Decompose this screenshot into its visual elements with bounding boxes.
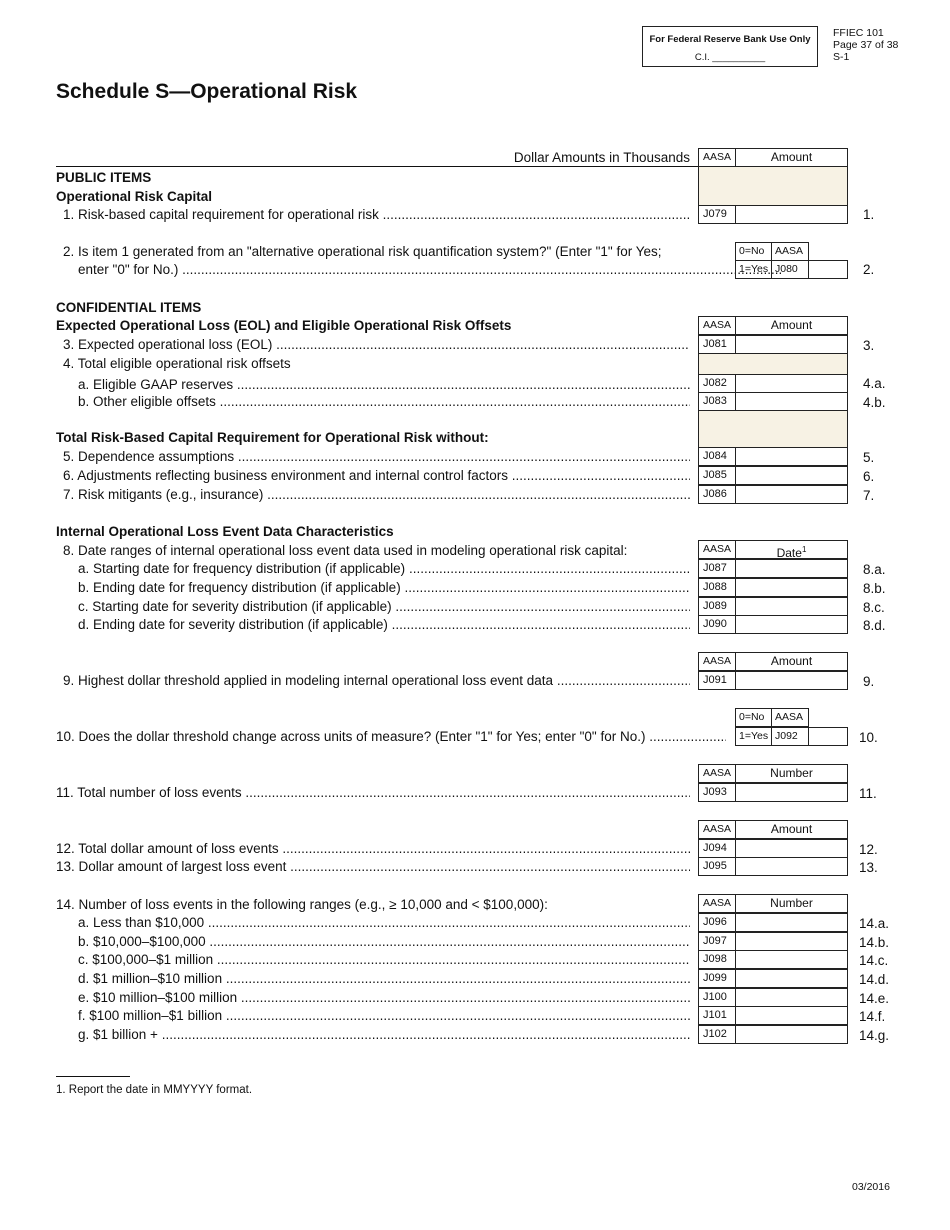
code-j099: J099 <box>698 969 736 988</box>
item-6-label: 6. Adjustments reflecting business environment and internal control factors ..... <box>56 467 690 485</box>
ref-6: 6. <box>863 469 875 484</box>
number-field-11[interactable] <box>735 783 848 802</box>
number-field-14c[interactable] <box>735 950 848 969</box>
no-label: 0=No <box>735 242 772 261</box>
item-8d-label: d. Ending date for severity distribution (if applicable) ..... <box>56 616 690 634</box>
aasa-header-14: AASA <box>698 894 736 913</box>
ref-11: 11. <box>859 786 877 801</box>
page-number: Page 37 of 38 <box>833 39 899 51</box>
amount-header-12: Amount <box>735 820 848 839</box>
ref-14b: 14.b. <box>859 935 890 950</box>
item-4b-label: b. Other eligible offsets ..... <box>56 393 690 411</box>
item-14d-label: d. $1 million–$10 million ..... <box>56 970 690 988</box>
aasa-header-8: AASA <box>698 540 736 559</box>
ref-9: 9. <box>863 674 875 689</box>
ref-8b: 8.b. <box>863 581 886 596</box>
section-internal: Internal Operational Loss Event Data Characteristics <box>56 524 394 539</box>
ref-12: 12. <box>859 842 878 857</box>
ref-8a: 8.a. <box>863 562 886 577</box>
date-field-8b[interactable] <box>735 578 848 597</box>
code-j083: J083 <box>698 392 736 411</box>
code-j096: J096 <box>698 913 736 932</box>
amount-field-6[interactable] <box>735 466 848 485</box>
page-title: Schedule S—Operational Risk <box>56 80 358 103</box>
ref-1: 1. <box>863 207 875 222</box>
item-9-label: 9. Highest dollar threshold applied in modeling internal operational loss event data ..... <box>56 672 690 690</box>
amount-field-5[interactable] <box>735 447 848 466</box>
ref-5: 5. <box>863 450 875 465</box>
shaded-cell <box>698 354 848 375</box>
item-14b-label: b. $10,000–$100,000 ..... <box>56 933 690 951</box>
item-14a-label: a. Less than $10,000 ..... <box>56 914 690 932</box>
code-j093: J093 <box>698 783 736 802</box>
number-field-14g[interactable] <box>735 1025 848 1044</box>
item-4-label: 4. Total eligible operational risk offsets <box>63 356 291 371</box>
date-header: Date$^1$ <box>735 540 848 559</box>
yes-no-field-10[interactable] <box>808 727 848 746</box>
ref-3: 3. <box>863 338 875 353</box>
dollar-amounts-label: Dollar Amounts in Thousands <box>513 150 690 165</box>
shaded-cell <box>698 410 848 448</box>
item-14c-label: c. $100,000–$1 million ..... <box>56 951 690 969</box>
header-rule <box>56 166 698 167</box>
amount-field-4a[interactable] <box>735 374 848 393</box>
form-id: FFIEC 101 <box>833 27 884 39</box>
form-meta <box>833 27 898 63</box>
item-4a-label: a. Eligible GAAP reserves ..... <box>56 376 690 394</box>
number-field-14b[interactable] <box>735 932 848 951</box>
schedule-page: S-1 <box>833 51 850 63</box>
footnote: 1. Report the date in MMYYYY format. <box>56 1084 253 1096</box>
code-j085: J085 <box>698 466 736 485</box>
amount-field-1[interactable] <box>735 205 848 224</box>
item-2-label-line2: enter "0" for No.) ..... <box>56 261 782 279</box>
amount-header-3: Amount <box>735 316 848 335</box>
number-header-11: Number <box>735 764 848 783</box>
ref-14a: 14.a. <box>859 916 890 931</box>
code-j084: J084 <box>698 447 736 466</box>
ref-14c: 14.c. <box>859 953 889 968</box>
number-field-14e[interactable] <box>735 988 848 1007</box>
ref-4a: 4.a. <box>863 376 886 391</box>
number-field-14f[interactable] <box>735 1006 848 1025</box>
ref-2: 2. <box>863 262 875 277</box>
code-j100: J100 <box>698 988 736 1007</box>
section-public: PUBLIC ITEMS <box>56 170 152 185</box>
ref-4b: 4.b. <box>863 395 886 410</box>
code-j095: J095 <box>698 857 736 876</box>
aasa-header-2: AASA <box>771 242 809 261</box>
amount-field-3[interactable] <box>735 335 848 354</box>
yes-label: 1=Yes <box>735 260 772 279</box>
number-field-14d[interactable] <box>735 969 848 988</box>
no-label-10: 0=No <box>735 708 772 727</box>
ref-14g: 14.g. <box>859 1028 890 1043</box>
code-j088: J088 <box>698 578 736 597</box>
item-10-label: 10. Does the dollar threshold change across units of measure? (Enter "1" for Yes; enter "0" for No.) ..... <box>56 728 726 746</box>
item-8b-label: b. Ending date for frequency distribution (if applicable) ..... <box>56 579 690 597</box>
code-j097: J097 <box>698 932 736 951</box>
frb-box-ci: C.I. __________ <box>694 52 766 63</box>
code-j082: J082 <box>698 374 736 393</box>
code-j101: J101 <box>698 1006 736 1025</box>
item-8c-label: c. Starting date for severity distribution (if applicable) ..... <box>56 598 690 616</box>
section-confidential: CONFIDENTIAL ITEMS <box>56 300 202 315</box>
item-7-label: 7. Risk mitigants (e.g., insurance) ..... <box>56 486 690 504</box>
amount-field-12[interactable] <box>735 839 848 858</box>
ref-14f: 14.f. <box>859 1009 886 1024</box>
code-j080: J080 <box>771 260 809 279</box>
item-12-label: 12. Total dollar amount of loss events ..... <box>56 840 690 858</box>
ref-14e: 14.e. <box>859 991 890 1006</box>
section-total-rbc: Total Risk-Based Capital Requirement for Operational Risk without: <box>56 430 489 445</box>
code-j092: J092 <box>771 727 809 746</box>
frb-box-title: For Federal Reserve Bank Use Only <box>649 34 811 45</box>
code-j079: J079 <box>698 205 736 224</box>
ref-14d: 14.d. <box>859 972 890 987</box>
aasa-header-11: AASA <box>698 764 736 783</box>
footnote-rule <box>56 1076 130 1077</box>
code-j102: J102 <box>698 1025 736 1044</box>
aasa-header-12: AASA <box>698 820 736 839</box>
ref-10: 10. <box>859 730 878 745</box>
ref-13: 13. <box>859 860 878 875</box>
aasa-header-9: AASA <box>698 652 736 671</box>
yes-label-10: 1=Yes <box>735 727 772 746</box>
item-14-label: 14. Number of loss events in the following ranges (e.g., ≥ 10,000 and < $100,000): <box>56 897 548 912</box>
section-op-risk-capital: Operational Risk Capital <box>56 189 213 204</box>
item-1-label: 1. Risk-based capital requirement for operational risk ..... <box>56 206 690 224</box>
aasa-header-10: AASA <box>771 708 809 727</box>
amount-field-7[interactable] <box>735 485 848 504</box>
amount-header: Amount <box>735 148 848 167</box>
code-j090: J090 <box>698 615 736 634</box>
code-j091: J091 <box>698 671 736 690</box>
code-j081: J081 <box>698 335 736 354</box>
code-j094: J094 <box>698 839 736 858</box>
code-j089: J089 <box>698 597 736 616</box>
date-field-8c[interactable] <box>735 597 848 616</box>
code-j087: J087 <box>698 559 736 578</box>
yes-no-field-2[interactable] <box>808 260 848 279</box>
date-field-8d[interactable] <box>735 615 848 634</box>
section-eol: Expected Operational Loss (EOL) and Eligible Operational Risk Offsets <box>56 318 512 333</box>
item-11-label: 11. Total number of loss events ..... <box>56 784 690 802</box>
item-14f-label: f. $100 million–$1 billion ..... <box>56 1007 690 1025</box>
item-14e-label: e. $10 million–$100 million ..... <box>56 989 690 1007</box>
item-3-label: 3. Expected operational loss (EOL) ..... <box>56 336 690 354</box>
shaded-cell <box>698 167 848 206</box>
revision-date: 03/2016 <box>852 1181 890 1193</box>
amount-field-9[interactable] <box>735 671 848 690</box>
date-field-8a[interactable] <box>735 559 848 578</box>
number-header-14: Number <box>735 894 848 913</box>
ref-8d: 8.d. <box>863 618 886 633</box>
item-13-label: 13. Dollar amount of largest loss event ..... <box>56 858 690 876</box>
item-14g-label: g. $1 billion + ..... <box>56 1026 690 1044</box>
amount-field-4b[interactable] <box>735 392 848 411</box>
aasa-header-3: AASA <box>698 316 736 335</box>
item-8a-label: a. Starting date for frequency distribution (if applicable) ..... <box>56 560 690 578</box>
number-field-14a[interactable] <box>735 913 848 932</box>
item-5-label: 5. Dependence assumptions ..... <box>56 448 690 466</box>
frb-use-box <box>642 26 818 67</box>
ref-8c: 8.c. <box>863 600 885 615</box>
item-2-label-line1: 2. Is item 1 generated from an "alternative operational risk quantification system?" (Enter "1" for Yes; <box>63 244 662 259</box>
aasa-header: AASA <box>698 148 736 167</box>
item-8-label: 8. Date ranges of internal operational loss event data used in modeling operational risk capital: <box>63 543 628 558</box>
code-j098: J098 <box>698 950 736 969</box>
ref-7: 7. <box>863 488 875 503</box>
amount-field-13[interactable] <box>735 857 848 876</box>
code-j086: J086 <box>698 485 736 504</box>
amount-header-9: Amount <box>735 652 848 671</box>
